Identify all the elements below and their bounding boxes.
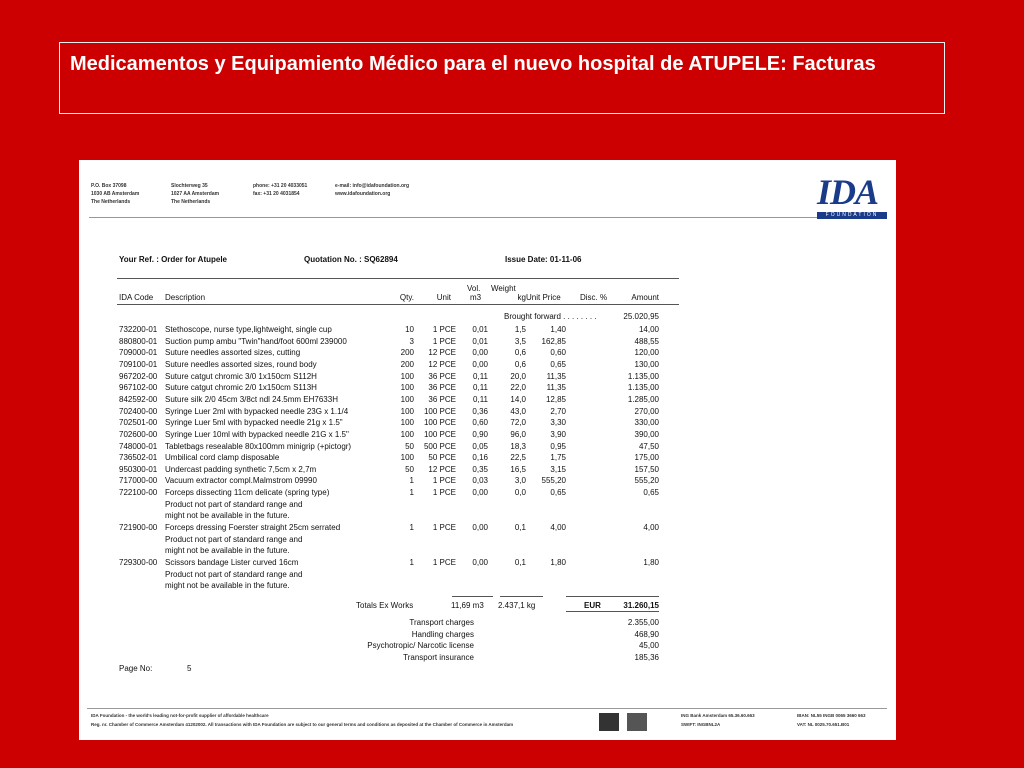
cell-qty: 50 [405, 441, 414, 451]
cell-desc: Scissors bandage Lister curved 16cm [165, 558, 299, 567]
cell-code: 729300-00 [119, 558, 158, 567]
footer-swift: SWIFT: INGBNL2A [681, 722, 721, 727]
logo-subtext: FOUNDATION [817, 212, 887, 219]
charge-amount: 468,90 [634, 629, 659, 639]
charge-amount: 45,00 [638, 641, 659, 650]
cell-kg: 22,0 [510, 383, 526, 393]
cell-kg: 72,0 [510, 418, 526, 428]
cell-code: 880800-01 [119, 336, 158, 346]
cell-kg: 0,6 [514, 348, 526, 358]
cell-qty: 1 [409, 558, 414, 567]
cell-desc: Suture needles assorted sizes, round body [165, 359, 317, 369]
cell-amount: 120,00 [634, 348, 659, 358]
cell-code: 702400-00 [119, 406, 158, 416]
cell-amount: 1.135,00 [627, 383, 659, 393]
cell-vol: 0,00 [472, 359, 488, 369]
cell-desc: Vacuum extractor compl.Malmstrom 09990 [165, 476, 317, 486]
cell-kg: 0,1 [514, 523, 526, 533]
letterhead-line: The Netherlands [91, 199, 131, 205]
cell-price: 1,80 [550, 558, 566, 567]
cell-vol: 0,03 [472, 476, 488, 486]
logo-text: IDA [817, 172, 879, 212]
cell-unit: 1 PCE [432, 325, 456, 334]
cell-desc: might not be available in the future. [165, 511, 290, 521]
letterhead-line: e-mail: info@idafoundation.org [335, 183, 410, 189]
totals-rule-vol [452, 596, 493, 597]
cell-vol: 0,00 [472, 488, 488, 498]
cell-desc: Undercast padding synthetic 7,5cm x 2,7m [165, 464, 317, 474]
cell-qty: 1 [409, 523, 414, 533]
cell-qty: 10 [405, 325, 414, 334]
cell-unit: 36 PCE [428, 371, 456, 381]
cell-desc: Product not part of standard range and [165, 569, 303, 579]
cell-price: 162,85 [541, 336, 566, 346]
cell-amount: 175,00 [634, 453, 659, 463]
cell-unit: 1 PCE [432, 523, 456, 533]
cell-amount: 270,00 [634, 406, 659, 416]
cell-kg: 0,1 [514, 558, 526, 567]
cell-unit: 100 PCE [423, 418, 456, 428]
footer-vat: VAT: NL 0025.70.651.B01 [797, 722, 850, 727]
totals-weight: 2.437,1 kg [498, 601, 536, 610]
cell-vol: 0,00 [472, 523, 488, 533]
page-label: Page No: [119, 664, 153, 673]
cell-qty: 1 [409, 476, 414, 486]
cell-price: 3,90 [550, 429, 566, 439]
cell-kg: 96,0 [510, 429, 526, 439]
cell-desc: Syringe Luer 10ml with bypacked needle 21G x 1.5" [165, 429, 349, 439]
cell-code: 702501-00 [119, 418, 158, 428]
cell-code: 702600-00 [119, 429, 158, 439]
footer-logo-1 [599, 713, 619, 731]
cell-kg: 18,3 [510, 441, 526, 451]
cell-unit: 1 PCE [432, 336, 456, 346]
footer-iban: IBAN: NL55 INGB 0065 3660 663 [797, 713, 866, 718]
cell-price: 1,40 [550, 325, 566, 334]
cell-amount: 330,00 [634, 418, 659, 428]
brought-forward-amount: 25.020,95 [623, 312, 659, 321]
cell-qty: 200 [400, 348, 414, 358]
cell-desc: Umbilical cord clamp disposable [165, 453, 280, 463]
your-ref: Your Ref. : Order for Atupele [119, 255, 228, 264]
col-header-amount: Amount [631, 293, 659, 302]
letterhead-line: phone: +31 20 4033051 [253, 183, 308, 189]
cell-unit: 50 PCE [428, 453, 456, 463]
cell-code: 950300-01 [119, 464, 158, 474]
cell-kg: 14,0 [510, 394, 526, 404]
cell-price: 0,95 [550, 441, 566, 451]
cell-amount: 390,00 [634, 429, 659, 439]
cell-code: 709100-01 [119, 359, 158, 369]
letterhead-line: The Netherlands [171, 199, 211, 205]
cell-desc: Tabletbags resealable 80x100mm minigrip (+pictogr) [165, 441, 352, 451]
cell-amount: 157,50 [634, 464, 659, 474]
cell-price: 3,15 [550, 464, 566, 474]
cell-unit: 12 PCE [428, 348, 456, 358]
charge-label: Transport charges [409, 618, 474, 627]
slide-title: Medicamentos y Equipamiento Médico para el nuevo hospital de ATUPELE: Facturas [70, 53, 876, 75]
cell-kg: 0,6 [514, 359, 526, 369]
invoice-document [79, 160, 896, 740]
footer-bank: ING Bank Amsterdam 65.36.60.663 [681, 713, 755, 718]
letterhead-street [171, 182, 219, 206]
footer-line1: IDA Foundation - the world's leading not-for-profit supplier of affordable healthcare [91, 713, 269, 718]
cell-unit: 1 PCE [432, 488, 456, 498]
footer-rule [87, 708, 887, 709]
cell-desc: might not be available in the future. [165, 581, 290, 591]
col-header-unit: Unit [436, 293, 451, 302]
cell-amount: 1,80 [643, 558, 659, 567]
cell-price: 12,85 [545, 394, 566, 404]
cell-vol: 0,16 [472, 453, 488, 463]
cell-vol: 0,36 [472, 406, 488, 416]
cell-desc: Suture needles assorted sizes, cutting [165, 348, 301, 358]
totals-rule-amount [566, 596, 659, 597]
cell-vol: 0,11 [473, 371, 488, 381]
totals-currency: EUR [584, 601, 601, 610]
col-header-description: Description [165, 293, 206, 302]
page-number: 5 [187, 664, 192, 673]
letterhead-line: 1027 AA Amsterdam [171, 191, 220, 197]
cell-unit: 500 PCE [423, 441, 456, 451]
cell-vol: 0,01 [472, 336, 488, 346]
letterhead-line: www.idafoundation.org [335, 191, 391, 197]
footer-line2: Reg. nr. Chamber of Commerce Amsterdam 41202002. All transactions with IDA Foundation are subject to our general terms and conditions as deposited at the Chamber of Commerce in Amsterdam [91, 722, 514, 727]
cell-desc: Syringe Luer 2ml with bypacked needle 23G x 1.1/4 [165, 406, 349, 416]
cell-unit: 100 PCE [423, 429, 456, 439]
totals-amount: 31.260,15 [623, 601, 659, 610]
cell-price: 2,70 [550, 406, 566, 416]
cell-kg: 3,0 [514, 476, 526, 486]
ida-logo [817, 174, 887, 219]
cell-kg: 22,5 [510, 453, 526, 463]
quotation-number: Quotation No. : SQ62894 [304, 255, 398, 264]
cell-amount: 1.285,00 [627, 394, 659, 404]
cell-vol: 0,35 [472, 464, 488, 474]
charge-label: Handling charges [411, 629, 474, 639]
cell-code: 842592-00 [119, 394, 158, 404]
cell-desc: Suction pump ambu "Twin"hand/foot 600ml 239000 [165, 336, 347, 346]
cell-kg: 20,0 [510, 371, 526, 381]
cell-unit: 36 PCE [428, 383, 456, 393]
totals-bottom-rule [566, 611, 659, 612]
cell-amount: 14,00 [638, 325, 659, 334]
charge-amount: 2.355,00 [627, 618, 659, 627]
cell-desc: Syringe Luer 5ml with bypacked needle 21g x 1.5" [165, 418, 343, 428]
cell-vol: 0,60 [472, 418, 488, 428]
cell-kg: 43,0 [510, 406, 526, 416]
cell-kg: 1,5 [514, 325, 526, 334]
cell-qty: 200 [400, 359, 414, 369]
cell-qty: 100 [400, 418, 414, 428]
slide-title-box [59, 42, 945, 114]
cell-desc: Suture silk 2/0 45cm 3/8ct ndl 24.5mm EH7633H [165, 394, 338, 404]
cell-vol: 0,11 [473, 383, 488, 393]
cell-code: 732200-01 [119, 325, 158, 334]
cell-unit: 36 PCE [428, 394, 456, 404]
col-header-weight: kg [517, 293, 526, 302]
letterhead-line: P.O. Box 37098 [91, 183, 127, 189]
col-header-weight-top: Weight [491, 284, 516, 293]
totals-rule-kg [500, 596, 543, 597]
cell-qty: 100 [400, 453, 414, 463]
letterhead-phone [253, 182, 307, 198]
cell-price: 0,60 [550, 348, 566, 358]
charge-label: Psychotropic/ Narcotic license [367, 641, 474, 650]
cell-unit: 12 PCE [428, 359, 456, 369]
cell-unit: 1 PCE [432, 476, 456, 486]
cell-code: 967202-00 [119, 371, 158, 381]
cell-vol: 0,90 [472, 429, 488, 439]
col-header-code: IDA Code [119, 293, 154, 302]
cell-vol: 0,00 [472, 558, 488, 567]
header-bottom-rule [117, 304, 679, 305]
cell-kg: 3,5 [514, 336, 526, 346]
cell-amount: 555,20 [634, 476, 659, 486]
cell-vol: 0,11 [473, 394, 488, 404]
letterhead-po-box [91, 182, 139, 206]
cell-unit: 12 PCE [428, 464, 456, 474]
cell-unit: 100 PCE [423, 406, 456, 416]
letterhead-line: 1030 AB Amsterdam [91, 191, 140, 197]
letterhead-line: fax: +31 20 4031854 [253, 191, 300, 197]
cell-desc: Suture catgut chromic 2/0 1x150cm S113H [165, 383, 317, 393]
cell-desc: Suture catgut chromic 3/0 1x150cm S112H [165, 371, 317, 381]
header-top-rule [117, 278, 679, 279]
cell-code: 717000-00 [119, 476, 158, 486]
cell-code: 748000-01 [119, 441, 158, 451]
cell-qty: 3 [409, 336, 414, 346]
cell-qty: 100 [400, 394, 414, 404]
cell-unit: 1 PCE [432, 558, 456, 567]
cell-price: 4,00 [550, 523, 566, 533]
cell-price: 11,35 [546, 371, 566, 381]
cell-amount: 1.135,00 [627, 371, 659, 381]
cell-qty: 100 [400, 406, 414, 416]
cell-code: 709000-01 [119, 348, 158, 358]
totals-label: Totals Ex Works [356, 601, 414, 610]
cell-desc: Product not part of standard range and [165, 499, 303, 509]
cell-code: 967102-00 [119, 383, 158, 393]
col-header-vol: m3 [470, 293, 482, 302]
cell-price: 1,75 [550, 453, 566, 463]
cell-amount: 488,55 [634, 336, 659, 346]
letterhead-email [335, 182, 409, 198]
cell-desc: might not be available in the future. [165, 546, 290, 556]
cell-desc: Product not part of standard range and [165, 534, 303, 544]
cell-desc: Stethoscope, nurse type,lightweight, single cup [165, 325, 332, 334]
cell-kg: 0,0 [514, 488, 526, 498]
cell-qty: 100 [400, 371, 414, 381]
cell-code: 736502-01 [119, 453, 158, 463]
cell-qty: 50 [405, 464, 414, 474]
cell-price: 0,65 [550, 359, 566, 369]
col-header-vol-top: Vol. [467, 284, 481, 293]
cell-qty: 100 [400, 429, 414, 439]
cell-price: 0,65 [550, 488, 566, 498]
cell-code: 722100-00 [119, 488, 158, 498]
cell-price: 11,35 [546, 383, 566, 393]
letterhead-rule [89, 217, 817, 218]
totals-volume: 11,69 m3 [451, 601, 484, 610]
cell-kg: 16,5 [510, 464, 526, 474]
cell-price: 3,30 [550, 418, 566, 428]
footer-logo-2 [627, 713, 647, 731]
letterhead-line: Slochterweg 35 [171, 183, 208, 189]
col-header-qty: Qty. [399, 293, 414, 302]
cell-qty: 1 [409, 488, 414, 498]
issue-date: Issue Date: 01-11-06 [505, 255, 582, 264]
cell-vol: 0,01 [472, 325, 488, 334]
charge-label: Transport insurance [403, 652, 474, 662]
cell-desc: Forceps dressing Foerster straight 25cm serrated [165, 523, 341, 533]
cell-vol: 0,05 [472, 441, 488, 451]
col-header-unit-price: Unit Price [526, 293, 561, 302]
cell-amount: 0,65 [643, 488, 659, 498]
cell-code: 721900-00 [119, 523, 158, 533]
cell-qty: 100 [400, 383, 414, 393]
cell-vol: 0,00 [472, 348, 488, 358]
cell-amount: 47,50 [638, 441, 659, 451]
cell-amount: 4,00 [643, 523, 659, 533]
brought-forward-label: Brought forward . . . . . . . . [504, 312, 597, 321]
col-header-disc: Disc. % [580, 293, 608, 302]
cell-desc: Forceps dissecting 11cm delicate (spring type) [165, 488, 330, 498]
cell-price: 555,20 [541, 476, 566, 486]
cell-amount: 130,00 [634, 359, 659, 369]
charge-amount: 185,36 [634, 652, 659, 662]
